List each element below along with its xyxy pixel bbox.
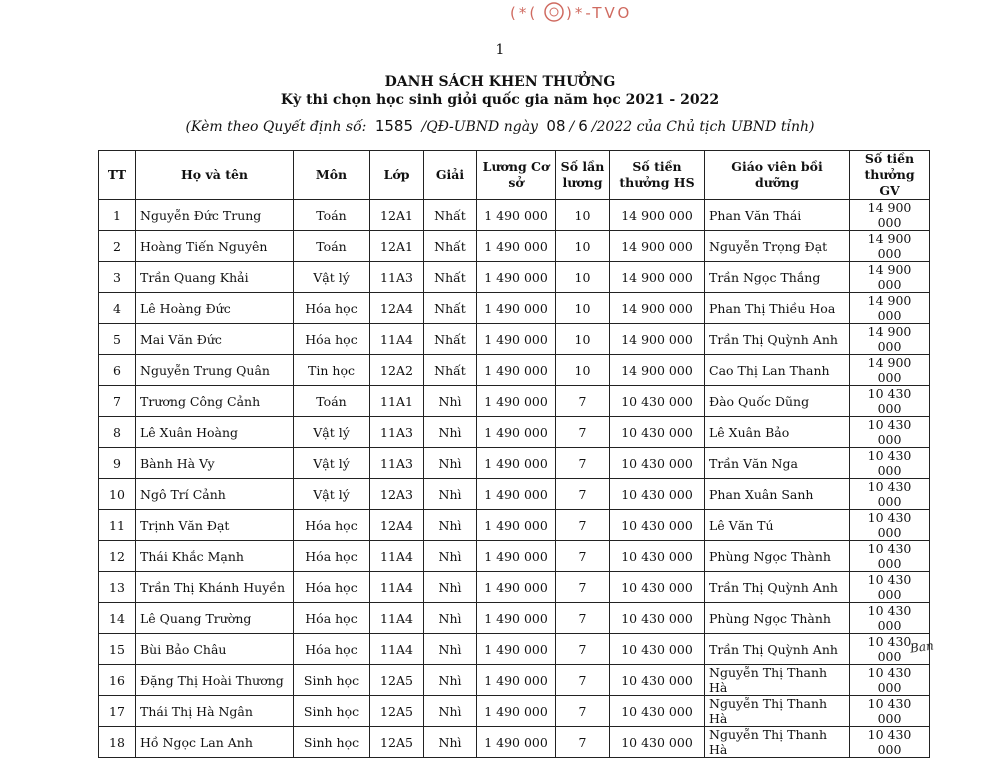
cell-teacher: Phan Xuân Sanh [705, 479, 850, 510]
cell-subject: Vật lý [294, 417, 370, 448]
cell-teacher-amount: 10 430 000 [850, 479, 930, 510]
cell-student-amount: 10 430 000 [610, 417, 705, 448]
cell-tt: 17 [99, 696, 136, 727]
cell-student-amount: 10 430 000 [610, 386, 705, 417]
cell-class: 12A5 [370, 696, 424, 727]
award-table [98, 150, 930, 758]
cell-subject: Hóa học [294, 634, 370, 665]
cell-teacher: Nguyễn Thị Thanh Hà [705, 696, 850, 727]
cell-student-amount: 14 900 000 [610, 262, 705, 293]
cell-subject: Vật lý [294, 448, 370, 479]
decision-suffix: /2022 của Chủ tịch UBND tỉnh) [591, 119, 815, 135]
cell-class: 11A4 [370, 634, 424, 665]
cell-student-amount: 14 900 000 [610, 293, 705, 324]
table-row [99, 293, 930, 324]
table-row [99, 696, 930, 727]
cell-teacher-amount: 10 430 000 [850, 541, 930, 572]
cell-student-amount: 10 430 000 [610, 696, 705, 727]
cell-base-salary: 1 490 000 [477, 572, 556, 603]
cell-times: 10 [556, 262, 610, 293]
decision-middle: /QĐ-UBND ngày [421, 119, 538, 135]
table-row [99, 231, 930, 262]
cell-name: Hoàng Tiến Nguyên [136, 231, 294, 262]
cell-base-salary: 1 490 000 [477, 293, 556, 324]
svg-text:)*-TVO: )*-TVO [566, 4, 633, 22]
cell-teacher-amount: 14 900 000 [850, 293, 930, 324]
cell-class: 11A1 [370, 386, 424, 417]
cell-student-amount: 10 430 000 [610, 541, 705, 572]
cell-student-amount: 14 900 000 [610, 324, 705, 355]
cell-subject: Hóa học [294, 572, 370, 603]
page-number: 1 [495, 42, 505, 58]
cell-times: 7 [556, 479, 610, 510]
cell-teacher-amount: 10 430 000 [850, 448, 930, 479]
cell-student-amount: 10 430 000 [610, 634, 705, 665]
cell-prize: Nhất [424, 262, 477, 293]
cell-teacher: Trần Thị Quỳnh Anh [705, 324, 850, 355]
cell-times: 7 [556, 541, 610, 572]
initials-signature: Ban [909, 638, 935, 656]
cell-name: Hồ Ngọc Lan Anh [136, 727, 294, 758]
table-row [99, 727, 930, 758]
header-student-amount: Số tiền thưởng HS [610, 151, 705, 200]
cell-base-salary: 1 490 000 [477, 355, 556, 386]
cell-subject: Hóa học [294, 293, 370, 324]
cell-teacher-amount: 14 900 000 [850, 200, 930, 231]
decision-reference [0, 117, 1000, 135]
cell-times: 7 [556, 727, 610, 758]
cell-tt: 13 [99, 572, 136, 603]
cell-subject: Hóa học [294, 541, 370, 572]
decision-month: 6 [578, 117, 588, 135]
cell-prize: Nhì [424, 417, 477, 448]
cell-times: 10 [556, 200, 610, 231]
cell-subject: Toán [294, 200, 370, 231]
cell-prize: Nhất [424, 355, 477, 386]
cell-class: 11A3 [370, 262, 424, 293]
svg-text:(*(: (*( [510, 4, 539, 22]
cell-times: 7 [556, 510, 610, 541]
cell-tt: 3 [99, 262, 136, 293]
cell-class: 11A4 [370, 603, 424, 634]
cell-teacher-amount: 10 430 000 [850, 417, 930, 448]
cell-prize: Nhì [424, 603, 477, 634]
cell-name: Nguyễn Trung Quân [136, 355, 294, 386]
cell-name: Trương Công Cảnh [136, 386, 294, 417]
cell-prize: Nhì [424, 448, 477, 479]
cell-teacher: Phan Thị Thiều Hoa [705, 293, 850, 324]
cell-class: 12A1 [370, 231, 424, 262]
cell-class: 12A5 [370, 665, 424, 696]
red-stamp-seal [508, 0, 638, 26]
cell-times: 10 [556, 355, 610, 386]
header-teacher: Giáo viên bồi dưỡng [705, 151, 850, 200]
cell-teacher-amount: 10 430 000 [850, 727, 930, 758]
table-row [99, 479, 930, 510]
cell-times: 7 [556, 634, 610, 665]
cell-times: 7 [556, 386, 610, 417]
cell-tt: 9 [99, 448, 136, 479]
cell-name: Trần Thị Khánh Huyền [136, 572, 294, 603]
cell-teacher: Trần Thị Quỳnh Anh [705, 634, 850, 665]
cell-teacher-amount: 10 430 000 [850, 603, 930, 634]
cell-tt: 7 [99, 386, 136, 417]
header-class: Lớp [370, 151, 424, 200]
cell-times: 10 [556, 231, 610, 262]
cell-base-salary: 1 490 000 [477, 541, 556, 572]
cell-teacher: Nguyễn Trọng Đạt [705, 231, 850, 262]
cell-base-salary: 1 490 000 [477, 200, 556, 231]
cell-subject: Hóa học [294, 324, 370, 355]
cell-prize: Nhì [424, 696, 477, 727]
cell-name: Trần Quang Khải [136, 262, 294, 293]
cell-student-amount: 10 430 000 [610, 572, 705, 603]
cell-teacher: Phan Văn Thái [705, 200, 850, 231]
table-row [99, 634, 930, 665]
header-name: Họ và tên [136, 151, 294, 200]
cell-base-salary: 1 490 000 [477, 324, 556, 355]
cell-name: Mai Văn Đức [136, 324, 294, 355]
cell-name: Thái Thị Hà Ngân [136, 696, 294, 727]
cell-teacher: Cao Thị Lan Thanh [705, 355, 850, 386]
cell-class: 12A4 [370, 293, 424, 324]
table-row [99, 355, 930, 386]
cell-name: Lê Quang Trường [136, 603, 294, 634]
cell-class: 11A3 [370, 448, 424, 479]
cell-class: 11A4 [370, 541, 424, 572]
cell-base-salary: 1 490 000 [477, 634, 556, 665]
cell-times: 7 [556, 448, 610, 479]
cell-teacher-amount: 10 430 000 [850, 386, 930, 417]
cell-prize: Nhất [424, 324, 477, 355]
cell-prize: Nhì [424, 665, 477, 696]
cell-subject: Hóa học [294, 510, 370, 541]
cell-student-amount: 10 430 000 [610, 665, 705, 696]
cell-base-salary: 1 490 000 [477, 727, 556, 758]
cell-teacher-amount: 10 430 000 [850, 510, 930, 541]
cell-teacher-amount: 10 430 000 [850, 665, 930, 696]
cell-base-salary: 1 490 000 [477, 448, 556, 479]
cell-tt: 4 [99, 293, 136, 324]
cell-times: 7 [556, 603, 610, 634]
cell-teacher: Phùng Ngọc Thành [705, 541, 850, 572]
cell-prize: Nhất [424, 231, 477, 262]
decision-day: 08 [546, 117, 566, 135]
cell-student-amount: 10 430 000 [610, 603, 705, 634]
cell-times: 7 [556, 572, 610, 603]
cell-base-salary: 1 490 000 [477, 510, 556, 541]
cell-student-amount: 10 430 000 [610, 479, 705, 510]
cell-student-amount: 10 430 000 [610, 727, 705, 758]
cell-times: 7 [556, 696, 610, 727]
table-row [99, 324, 930, 355]
cell-tt: 1 [99, 200, 136, 231]
cell-base-salary: 1 490 000 [477, 231, 556, 262]
cell-teacher: Lê Xuân Bảo [705, 417, 850, 448]
cell-times: 7 [556, 417, 610, 448]
decision-prefix: (Kèm theo Quyết định số: [185, 119, 367, 135]
cell-tt: 15 [99, 634, 136, 665]
cell-student-amount: 10 430 000 [610, 448, 705, 479]
cell-subject: Sinh học [294, 665, 370, 696]
table-row [99, 541, 930, 572]
table-row [99, 510, 930, 541]
cell-teacher: Phùng Ngọc Thành [705, 603, 850, 634]
cell-prize: Nhất [424, 293, 477, 324]
cell-class: 12A1 [370, 200, 424, 231]
header-subject: Môn [294, 151, 370, 200]
cell-prize: Nhì [424, 479, 477, 510]
table-body [99, 200, 930, 758]
header-times: Số lần lương [556, 151, 610, 200]
cell-subject: Tin học [294, 355, 370, 386]
cell-name: Đặng Thị Hoài Thương [136, 665, 294, 696]
document-title: DANH SÁCH KHEN THƯỞNG [384, 74, 616, 90]
cell-name: Nguyễn Đức Trung [136, 200, 294, 231]
cell-tt: 18 [99, 727, 136, 758]
cell-subject: Toán [294, 386, 370, 417]
cell-teacher: Trần Ngọc Thắng [705, 262, 850, 293]
cell-name: Lê Hoàng Đức [136, 293, 294, 324]
cell-teacher: Trần Văn Nga [705, 448, 850, 479]
decision-number: 1585 [374, 117, 414, 135]
cell-base-salary: 1 490 000 [477, 696, 556, 727]
cell-teacher-amount: 14 900 000 [850, 324, 930, 355]
cell-class: 11A3 [370, 417, 424, 448]
cell-tt: 2 [99, 231, 136, 262]
cell-student-amount: 10 430 000 [610, 510, 705, 541]
cell-subject: Hóa học [294, 603, 370, 634]
cell-tt: 11 [99, 510, 136, 541]
cell-teacher: Lê Văn Tú [705, 510, 850, 541]
cell-base-salary: 1 490 000 [477, 417, 556, 448]
cell-name: Thái Khắc Mạnh [136, 541, 294, 572]
cell-class: 12A4 [370, 510, 424, 541]
cell-student-amount: 14 900 000 [610, 200, 705, 231]
cell-base-salary: 1 490 000 [477, 262, 556, 293]
cell-teacher-amount: 14 900 000 [850, 355, 930, 386]
header-prize: Giải [424, 151, 477, 200]
cell-teacher: Đào Quốc Dũng [705, 386, 850, 417]
cell-tt: 5 [99, 324, 136, 355]
cell-teacher-amount: 10 430 000 [850, 572, 930, 603]
cell-teacher-amount: 14 900 000 [850, 262, 930, 293]
cell-prize: Nhì [424, 572, 477, 603]
table-row [99, 448, 930, 479]
cell-name: Bành Hà Vy [136, 448, 294, 479]
cell-base-salary: 1 490 000 [477, 479, 556, 510]
cell-name: Lê Xuân Hoàng [136, 417, 294, 448]
cell-name: Bùi Bảo Châu [136, 634, 294, 665]
cell-prize: Nhì [424, 634, 477, 665]
cell-tt: 8 [99, 417, 136, 448]
header-tt: TT [99, 151, 136, 200]
cell-prize: Nhì [424, 510, 477, 541]
cell-tt: 6 [99, 355, 136, 386]
cell-class: 11A4 [370, 572, 424, 603]
cell-name: Ngô Trí Cảnh [136, 479, 294, 510]
cell-class: 12A5 [370, 727, 424, 758]
cell-times: 10 [556, 293, 610, 324]
table-header-row [99, 151, 930, 200]
cell-subject: Toán [294, 231, 370, 262]
cell-tt: 16 [99, 665, 136, 696]
table-row [99, 572, 930, 603]
decision-slash: / [569, 119, 575, 135]
table-row [99, 603, 930, 634]
table-row [99, 386, 930, 417]
cell-prize: Nhì [424, 386, 477, 417]
cell-subject: Sinh học [294, 696, 370, 727]
cell-times: 7 [556, 665, 610, 696]
header-base-salary: Lương Cơ sở [477, 151, 556, 200]
cell-tt: 12 [99, 541, 136, 572]
cell-teacher: Trần Thị Quỳnh Anh [705, 572, 850, 603]
cell-tt: 10 [99, 479, 136, 510]
table-row [99, 665, 930, 696]
document-subtitle: Kỳ thi chọn học sinh giỏi quốc gia năm học 2021 - 2022 [280, 92, 720, 108]
cell-class: 12A3 [370, 479, 424, 510]
cell-prize: Nhì [424, 541, 477, 572]
cell-base-salary: 1 490 000 [477, 603, 556, 634]
cell-times: 10 [556, 324, 610, 355]
cell-class: 12A2 [370, 355, 424, 386]
table-row [99, 262, 930, 293]
cell-teacher: Nguyễn Thị Thanh Hà [705, 727, 850, 758]
cell-student-amount: 14 900 000 [610, 355, 705, 386]
cell-student-amount: 14 900 000 [610, 231, 705, 262]
cell-name: Trịnh Văn Đạt [136, 510, 294, 541]
cell-teacher-amount: 14 900 000 [850, 231, 930, 262]
cell-teacher-amount: 10 430 000 [850, 696, 930, 727]
cell-teacher-amount: 10 430 000 [850, 634, 930, 665]
cell-subject: Sinh học [294, 727, 370, 758]
cell-tt: 14 [99, 603, 136, 634]
cell-prize: Nhì [424, 727, 477, 758]
cell-prize: Nhất [424, 200, 477, 231]
cell-teacher: Nguyễn Thị Thanh Hà [705, 665, 850, 696]
cell-base-salary: 1 490 000 [477, 665, 556, 696]
header-teacher-amount: Số tiền thưởng GV [850, 151, 930, 200]
cell-class: 11A4 [370, 324, 424, 355]
table-row [99, 200, 930, 231]
table-row [99, 417, 930, 448]
cell-subject: Vật lý [294, 262, 370, 293]
cell-subject: Vật lý [294, 479, 370, 510]
cell-base-salary: 1 490 000 [477, 386, 556, 417]
